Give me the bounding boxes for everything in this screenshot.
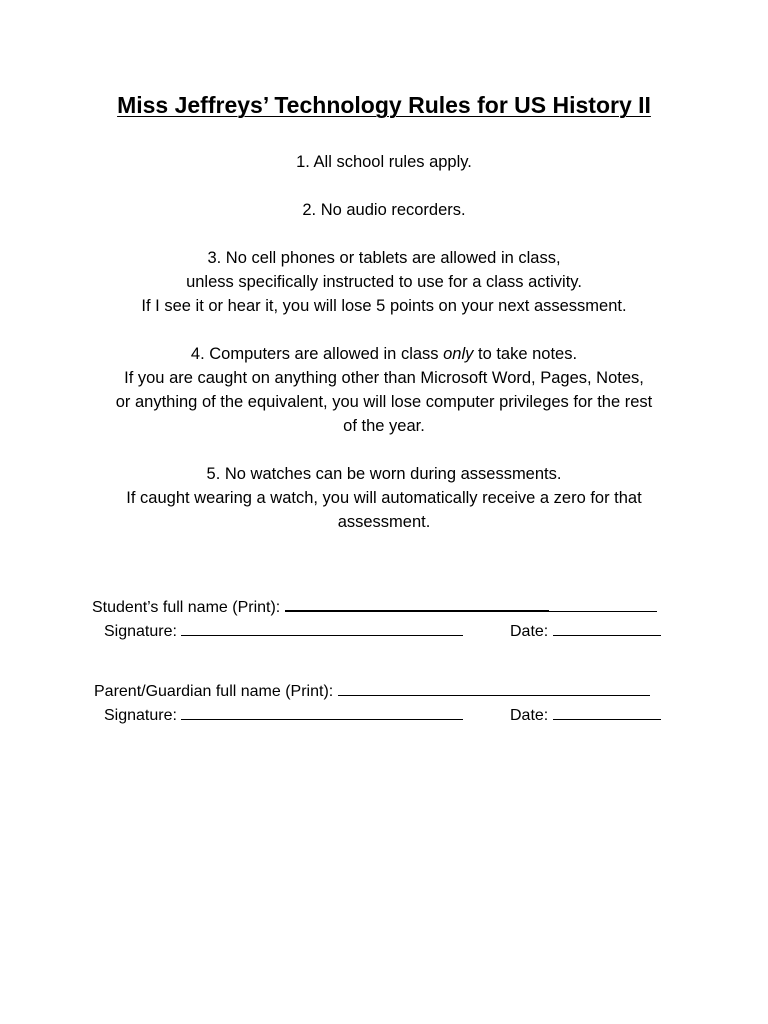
- student-signature-row: [104, 618, 463, 641]
- emphasis-text: only: [443, 345, 474, 363]
- rules-list: [90, 150, 678, 558]
- rule-line: If caught wearing a watch, you will automatically receive a zero for that: [126, 489, 642, 507]
- rule-line: unless specifically instructed to use for a class activity.: [186, 273, 582, 291]
- rule-1: [90, 150, 678, 174]
- rule-text: 4. Computers are allowed in class: [190, 345, 444, 363]
- rule-line: 3. No cell phones or tablets are allowed in class,: [207, 249, 561, 267]
- parent-name-field[interactable]: [338, 678, 650, 696]
- rule-line: assessment.: [337, 513, 431, 531]
- title-text: Miss Jeffreys’ Technology Rules for US History II: [117, 92, 651, 118]
- rule-4: [90, 342, 678, 438]
- rule-5: [90, 462, 678, 534]
- student-name-field[interactable]: [285, 593, 549, 612]
- parent-signature-field[interactable]: [181, 702, 463, 720]
- parent-name-row: [94, 678, 650, 701]
- rule-line: or anything of the equivalent, you will lose computer privileges for the rest: [115, 393, 653, 411]
- student-name-label: Student’s full name (Print):: [92, 599, 281, 616]
- student-date-label: Date:: [510, 623, 549, 640]
- rule-line: of the year.: [343, 417, 425, 435]
- parent-signature-row: [104, 702, 463, 725]
- student-signature-field[interactable]: [181, 618, 463, 636]
- rule-text: to take notes.: [473, 345, 578, 363]
- parent-signature-label: Signature:: [104, 707, 177, 724]
- student-name-row: [92, 593, 657, 617]
- rule-line: 1. All school rules apply.: [296, 153, 472, 171]
- rule-line: If you are caught on anything other than Microsoft Word, Pages, Notes,: [124, 369, 644, 387]
- student-signature-label: Signature:: [104, 623, 177, 640]
- rule-line: 2. No audio recorders.: [302, 201, 466, 219]
- parent-date-field[interactable]: [553, 702, 661, 720]
- rule-3: [90, 246, 678, 318]
- student-date-row: [510, 618, 661, 641]
- page-title: [0, 92, 768, 119]
- rule-line: If I see it or hear it, you will lose 5 points on your next assessment.: [141, 297, 627, 315]
- parent-date-row: [510, 702, 661, 725]
- rule-line-with-emphasis: [90, 342, 678, 366]
- student-name-field-extension[interactable]: [549, 594, 657, 612]
- rule-line: 5. No watches can be worn during assessments.: [206, 465, 562, 483]
- rule-2: [90, 198, 678, 222]
- parent-name-label: Parent/Guardian full name (Print):: [94, 683, 334, 700]
- student-date-field[interactable]: [553, 618, 661, 636]
- parent-date-label: Date:: [510, 707, 549, 724]
